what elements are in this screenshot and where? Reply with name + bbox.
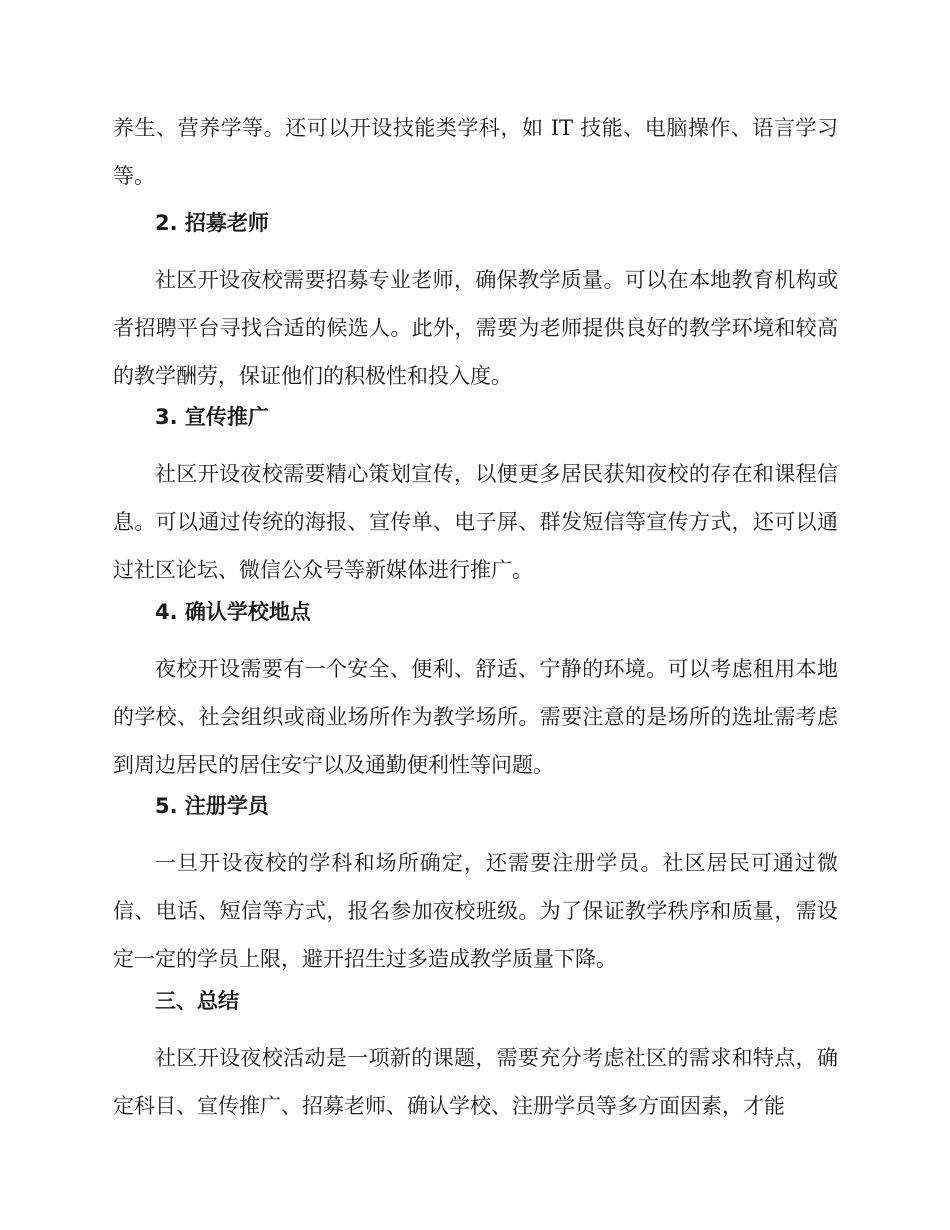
paragraph-summary: 社区开设夜校活动是一项新的课题，需要充分考虑社区的需求和特点，确定科目、宣传推广、招募老师、确认学校、注册学员等多方面因素，才能 bbox=[113, 1046, 838, 1118]
section-heading-promotion: 3. 宣传推广 bbox=[155, 405, 269, 429]
paragraph-recruit-teachers: 社区开设夜校需要招募专业老师，确保教学质量。可以在本地教育机构或者招聘平台寻找合适的候选人。此外，需要为老师提供良好的教学环境和较高的教学酬劳，保证他们的积极性和投入度。 bbox=[113, 268, 838, 388]
paragraph-promotion: 社区开设夜校需要精心策划宣传，以便更多居民获知夜校的存在和课程信息。可以通过传统的海报、宣传单、电子屏、群发短信等宣传方式，还可以通过社区论坛、微信公众号等新媒体进行推广。 bbox=[113, 462, 838, 582]
paragraph-register-students: 一旦开设夜校的学科和场所确定，还需要注册学员。社区居民可通过微信、电话、短信等方式，报名参加夜校班级。为了保证教学秩序和质量，需设定一定的学员上限，避开招生过多造成教学质量下降。 bbox=[113, 851, 838, 971]
section-heading-summary: 三、总结 bbox=[155, 989, 239, 1013]
paragraph-continuation: 养生、营养学等。还可以开设技能类学科，如 IT 技能、电脑操作、语言学习等。 bbox=[113, 116, 838, 188]
section-heading-school-location: 4. 确认学校地点 bbox=[155, 600, 311, 624]
section-heading-register-students: 5. 注册学员 bbox=[155, 794, 269, 818]
paragraph-school-location: 夜校开设需要有一个安全、便利、舒适、宁静的环境。可以考虑租用本地的学校、社会组织或商业场所作为教学场所。需要注意的是场所的选址需考虑到周边居民的居住安宁以及通勤便利性等问题。 bbox=[113, 657, 838, 777]
section-heading-recruit-teachers: 2. 招募老师 bbox=[155, 211, 269, 235]
